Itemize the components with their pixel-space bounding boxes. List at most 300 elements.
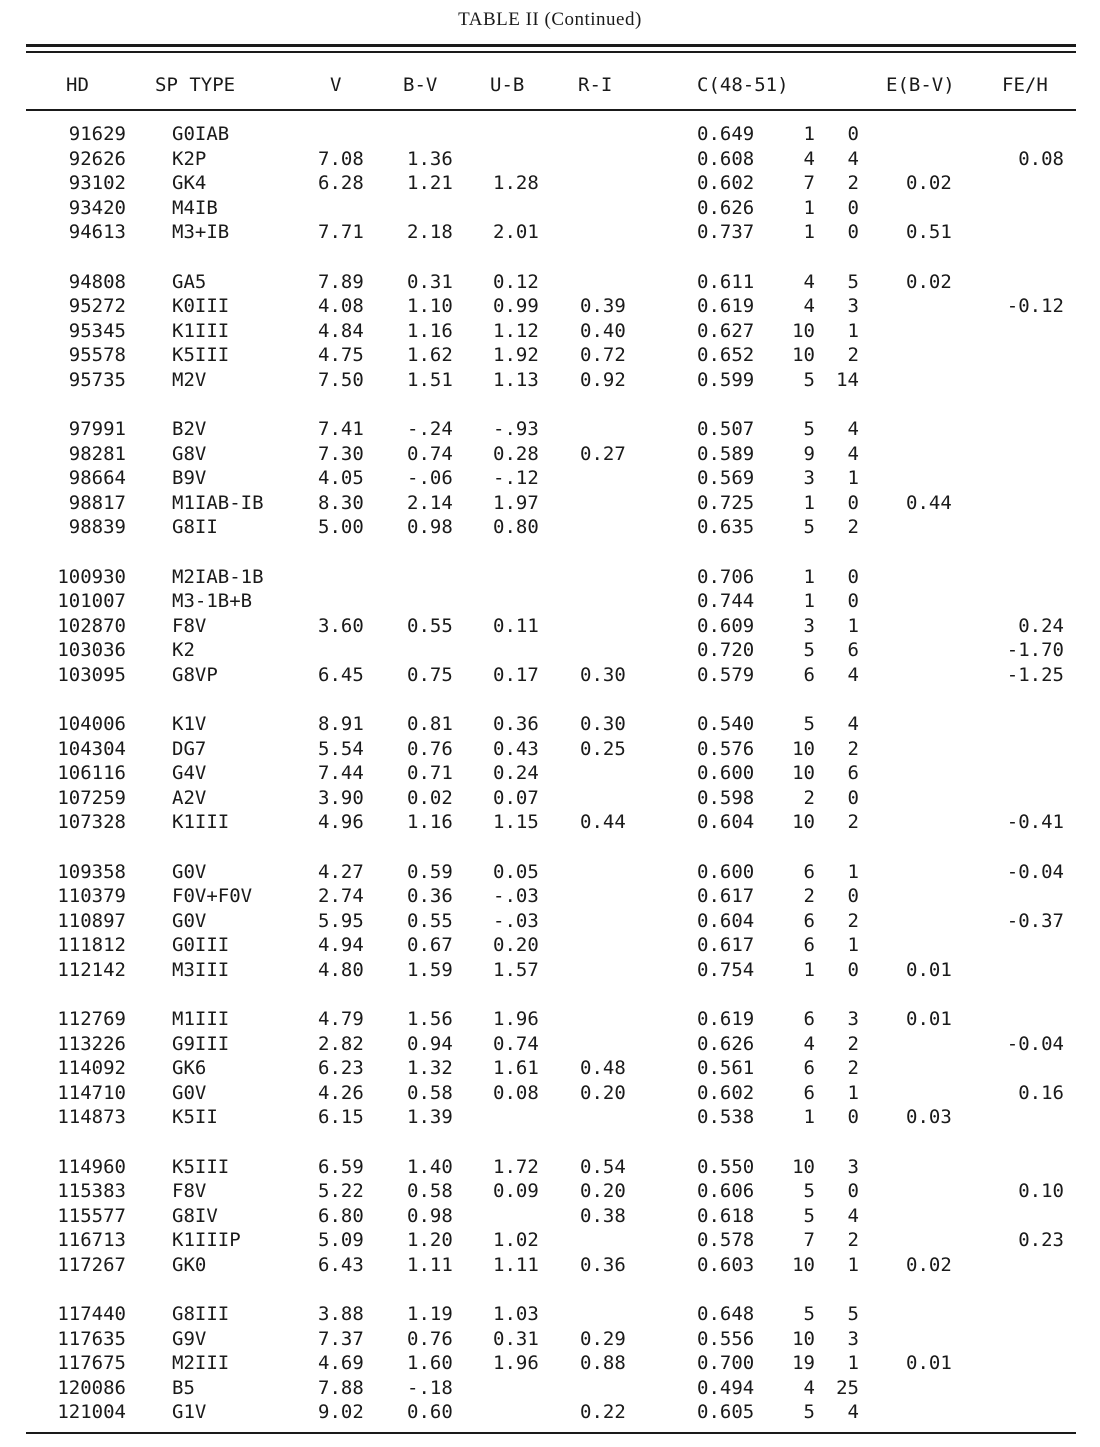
table-row: [0, 417, 1100, 441]
header-c-48-51: C(48-51): [697, 74, 789, 96]
cell-sp-type: M1IAB-IB: [172, 491, 264, 514]
cell-hd: 94613: [68, 221, 126, 244]
cell-sp-type: B9V: [172, 467, 207, 490]
cell-c-48-51: 0.619: [697, 1008, 755, 1030]
table-row: [0, 270, 1100, 294]
header-fe-h: FE/H: [1002, 74, 1048, 96]
cell-v: 2.82: [318, 1032, 364, 1055]
table-row: [0, 810, 1100, 834]
cell-b-v: 1.16: [407, 319, 453, 342]
cell-hd: 103036: [57, 639, 126, 662]
cell-c-count-1: 5: [803, 418, 815, 440]
cell-r-i: 0.30: [580, 663, 626, 686]
table-row: [0, 884, 1100, 908]
cell-c-count-1: 5: [803, 368, 815, 391]
cell-c-count-2: 2: [847, 811, 859, 834]
cell-c-count-2: 2: [847, 909, 859, 932]
cell-c-count-1: 6: [803, 1081, 815, 1104]
cell-fe-h: -0.04: [1006, 1032, 1064, 1055]
cell-e-b-v: 0.44: [906, 491, 952, 514]
cell-sp-type: G8IV: [172, 1204, 218, 1227]
cell-hd: 115577: [57, 1204, 126, 1227]
cell-b-v: 0.74: [407, 442, 453, 465]
cell-u-b: 0.36: [493, 713, 539, 735]
cell-u-b: 1.97: [493, 491, 539, 514]
cell-c-count-1: 1: [803, 1106, 815, 1129]
cell-hd: 107259: [57, 786, 126, 809]
cell-r-i: 0.30: [580, 713, 626, 735]
table-row: [0, 442, 1100, 466]
cell-r-i: 0.27: [580, 442, 626, 465]
cell-b-v: 0.58: [407, 1081, 453, 1104]
table-row: [0, 786, 1100, 810]
cell-hd: 112142: [57, 958, 126, 981]
cell-b-v: 1.60: [407, 1352, 453, 1375]
cell-u-b: 0.07: [493, 786, 539, 809]
table-row: [0, 319, 1100, 343]
cell-c-count-2: 4: [847, 1204, 859, 1227]
cell-v: 4.96: [318, 811, 364, 834]
cell-c-count-1: 5: [803, 639, 815, 662]
cell-c-48-51: 0.589: [697, 442, 755, 465]
table-row: [0, 220, 1100, 244]
cell-c-count-1: 1: [803, 491, 815, 514]
cell-sp-type: K5II: [172, 1106, 218, 1129]
cell-c-48-51: 0.599: [697, 368, 755, 391]
cell-c-48-51: 0.626: [697, 1032, 755, 1055]
table-row: [0, 147, 1100, 171]
cell-sp-type: GK0: [172, 1253, 207, 1276]
cell-sp-type: G9III: [172, 1032, 230, 1055]
cell-r-i: 0.88: [580, 1352, 626, 1375]
cell-b-v: 0.36: [407, 885, 453, 908]
cell-b-v: 1.59: [407, 958, 453, 981]
table-row: [0, 614, 1100, 638]
table-row: [0, 1007, 1100, 1031]
cell-sp-type: K0III: [172, 295, 230, 318]
cell-hd: 98664: [68, 467, 126, 490]
cell-fe-h: -0.41: [1006, 811, 1064, 834]
cell-c-count-1: 10: [792, 1327, 815, 1350]
cell-b-v: -.24: [407, 418, 453, 440]
cell-v: 7.88: [318, 1376, 364, 1399]
cell-v: 6.43: [318, 1253, 364, 1276]
table-row: [0, 712, 1100, 736]
cell-c-count-2: 0: [847, 491, 859, 514]
cell-sp-type: B2V: [172, 418, 207, 440]
cell-sp-type: GA5: [172, 270, 207, 293]
cell-c-count-2: 1: [847, 1081, 859, 1104]
cell-u-b: 1.13: [493, 368, 539, 391]
cell-r-i: 0.20: [580, 1081, 626, 1104]
cell-b-v: 1.20: [407, 1229, 453, 1252]
cell-c-count-2: 0: [847, 885, 859, 908]
cell-c-48-51: 0.725: [697, 491, 755, 514]
cell-hd: 98281: [68, 442, 126, 465]
cell-e-b-v: 0.02: [906, 172, 952, 195]
cell-c-count-2: 0: [847, 590, 859, 613]
cell-c-48-51: 0.754: [697, 958, 755, 981]
cell-b-v: 0.94: [407, 1032, 453, 1055]
cell-c-count-2: 3: [847, 295, 859, 318]
cell-c-count-1: 3: [803, 614, 815, 637]
table-row: [0, 122, 1100, 146]
cell-sp-type: GK6: [172, 1057, 207, 1080]
cell-v: 7.71: [318, 221, 364, 244]
table-row: [0, 1032, 1100, 1056]
cell-b-v: 1.39: [407, 1106, 453, 1129]
cell-c-48-51: 0.604: [697, 811, 755, 834]
cell-c-count-2: 2: [847, 1032, 859, 1055]
table-row: [0, 1179, 1100, 1203]
cell-v: 4.75: [318, 344, 364, 367]
table-row: [0, 196, 1100, 220]
cell-u-b: 0.31: [493, 1327, 539, 1350]
cell-c-count-2: 2: [847, 1229, 859, 1252]
cell-u-b: 0.74: [493, 1032, 539, 1055]
cell-hd: 110897: [57, 909, 126, 932]
cell-e-b-v: 0.01: [906, 1008, 952, 1030]
table-row: [0, 1376, 1100, 1400]
cell-c-48-51: 0.578: [697, 1229, 755, 1252]
table-row: [0, 1327, 1100, 1351]
cell-c-count-2: 0: [847, 958, 859, 981]
cell-c-count-1: 5: [803, 713, 815, 735]
cell-v: 6.23: [318, 1057, 364, 1080]
cell-c-48-51: 0.618: [697, 1204, 755, 1227]
cell-c-count-1: 5: [803, 1204, 815, 1227]
table-row: [0, 1056, 1100, 1080]
cell-u-b: 1.03: [493, 1303, 539, 1325]
cell-b-v: 0.76: [407, 1327, 453, 1350]
header-sp-type: SP TYPE: [155, 74, 236, 96]
cell-c-48-51: 0.626: [697, 196, 755, 219]
cell-sp-type: M3-1B+B: [172, 590, 253, 613]
cell-b-v: -.06: [407, 467, 453, 490]
cell-c-count-2: 2: [847, 172, 859, 195]
cell-b-v: 0.58: [407, 1180, 453, 1203]
cell-c-count-1: 7: [803, 1229, 815, 1252]
cell-r-i: 0.22: [580, 1401, 626, 1424]
cell-sp-type: M2IAB-1B: [172, 565, 264, 588]
cell-v: 3.60: [318, 614, 364, 637]
cell-r-i: 0.38: [580, 1204, 626, 1227]
cell-c-48-51: 0.611: [697, 270, 755, 293]
table-row: [0, 1155, 1100, 1179]
cell-c-count-2: 2: [847, 344, 859, 367]
cell-v: 4.84: [318, 319, 364, 342]
cell-sp-type: M1III: [172, 1008, 230, 1030]
cell-b-v: 0.60: [407, 1401, 453, 1424]
table-row: [0, 1081, 1100, 1105]
cell-u-b: 1.57: [493, 958, 539, 981]
cell-c-count-1: 4: [803, 1032, 815, 1055]
cell-b-v: 1.40: [407, 1155, 453, 1178]
cell-u-b: 1.28: [493, 172, 539, 195]
cell-hd: 112769: [57, 1008, 126, 1030]
cell-v: 8.91: [318, 713, 364, 735]
cell-u-b: 0.80: [493, 516, 539, 539]
cell-c-48-51: 0.550: [697, 1155, 755, 1178]
cell-fe-h: 0.16: [1018, 1081, 1064, 1104]
cell-r-i: 0.54: [580, 1155, 626, 1178]
cell-hd: 117675: [57, 1352, 126, 1375]
cell-hd: 117440: [57, 1303, 126, 1325]
cell-c-count-2: 4: [847, 418, 859, 440]
cell-b-v: 0.02: [407, 786, 453, 809]
cell-u-b: -.12: [493, 467, 539, 490]
cell-fe-h: -1.25: [1006, 663, 1064, 686]
cell-c-48-51: 0.598: [697, 786, 755, 809]
cell-sp-type: G8III: [172, 1303, 230, 1325]
cell-hd: 92626: [68, 147, 126, 170]
cell-c-count-2: 6: [847, 639, 859, 662]
cell-c-count-1: 5: [803, 1180, 815, 1203]
cell-b-v: 1.56: [407, 1008, 453, 1030]
cell-c-count-2: 5: [847, 1303, 859, 1325]
cell-c-count-1: 4: [803, 295, 815, 318]
cell-v: 4.08: [318, 295, 364, 318]
cell-c-count-2: 0: [847, 123, 859, 145]
cell-c-count-2: 0: [847, 1106, 859, 1129]
cell-c-count-1: 5: [803, 1303, 815, 1325]
cell-v: 7.08: [318, 147, 364, 170]
cell-hd: 102870: [57, 614, 126, 637]
header-e-b-v: E(B-V): [886, 74, 955, 96]
cell-hd: 104304: [57, 737, 126, 760]
cell-c-count-2: 0: [847, 196, 859, 219]
cell-c-count-2: 25: [836, 1376, 859, 1399]
cell-v: 8.30: [318, 491, 364, 514]
cell-u-b: 0.08: [493, 1081, 539, 1104]
cell-c-48-51: 0.579: [697, 663, 755, 686]
cell-v: 7.89: [318, 270, 364, 293]
cell-hd: 98839: [68, 516, 126, 539]
cell-b-v: 1.36: [407, 147, 453, 170]
cell-u-b: 0.99: [493, 295, 539, 318]
cell-sp-type: G8VP: [172, 663, 218, 686]
table-row: [0, 1400, 1100, 1424]
cell-fe-h: 0.08: [1018, 147, 1064, 170]
cell-v: 5.00: [318, 516, 364, 539]
cell-e-b-v: 0.02: [906, 270, 952, 293]
cell-hd: 114960: [57, 1155, 126, 1178]
cell-c-count-1: 10: [792, 811, 815, 834]
cell-v: 7.50: [318, 368, 364, 391]
cell-sp-type: G0V: [172, 909, 207, 932]
cell-c-48-51: 0.737: [697, 221, 755, 244]
cell-sp-type: G0III: [172, 934, 230, 957]
table-row: [0, 343, 1100, 367]
cell-sp-type: F0V+F0V: [172, 885, 253, 908]
cell-c-count-2: 1: [847, 1352, 859, 1375]
cell-c-count-2: 3: [847, 1327, 859, 1350]
cell-u-b: 0.17: [493, 663, 539, 686]
cell-hd: 116713: [57, 1229, 126, 1252]
cell-sp-type: K1V: [172, 713, 207, 735]
cell-c-48-51: 0.609: [697, 614, 755, 637]
table-row: [0, 737, 1100, 761]
cell-c-count-1: 1: [803, 123, 815, 145]
cell-r-i: 0.25: [580, 737, 626, 760]
header-hd: HD: [66, 74, 89, 96]
cell-c-count-2: 4: [847, 713, 859, 735]
cell-c-count-2: 0: [847, 786, 859, 809]
cell-r-i: 0.92: [580, 368, 626, 391]
cell-b-v: 0.71: [407, 762, 453, 785]
cell-c-count-2: 3: [847, 1008, 859, 1030]
cell-c-48-51: 0.538: [697, 1106, 755, 1129]
cell-sp-type: A2V: [172, 786, 207, 809]
cell-c-count-2: 6: [847, 762, 859, 785]
cell-r-i: 0.40: [580, 319, 626, 342]
cell-c-count-1: 1: [803, 590, 815, 613]
cell-c-48-51: 0.619: [697, 295, 755, 318]
cell-u-b: 0.11: [493, 614, 539, 637]
cell-sp-type: G0V: [172, 1081, 207, 1104]
cell-hd: 103095: [57, 663, 126, 686]
cell-hd: 109358: [57, 860, 126, 883]
cell-hd: 93420: [68, 196, 126, 219]
cell-c-48-51: 0.569: [697, 467, 755, 490]
cell-hd: 110379: [57, 885, 126, 908]
table-title: TABLE II (Continued): [458, 9, 642, 30]
cell-c-count-2: 1: [847, 934, 859, 957]
cell-c-48-51: 0.744: [697, 590, 755, 613]
cell-c-48-51: 0.602: [697, 172, 755, 195]
cell-e-b-v: 0.02: [906, 1253, 952, 1276]
cell-c-count-1: 7: [803, 172, 815, 195]
cell-u-b: 0.24: [493, 762, 539, 785]
cell-c-count-2: 2: [847, 737, 859, 760]
cell-hd: 115383: [57, 1180, 126, 1203]
cell-sp-type: K2P: [172, 147, 207, 170]
cell-v: 7.37: [318, 1327, 364, 1350]
cell-sp-type: M4IB: [172, 196, 218, 219]
cell-hd: 114873: [57, 1106, 126, 1129]
cell-c-48-51: 0.720: [697, 639, 755, 662]
cell-v: 7.44: [318, 762, 364, 785]
cell-b-v: 1.62: [407, 344, 453, 367]
cell-u-b: 1.96: [493, 1008, 539, 1030]
cell-u-b: 0.09: [493, 1180, 539, 1203]
cell-e-b-v: 0.03: [906, 1106, 952, 1129]
cell-r-i: 0.48: [580, 1057, 626, 1080]
cell-c-48-51: 0.700: [697, 1352, 755, 1375]
cell-u-b: 1.12: [493, 319, 539, 342]
cell-sp-type: G9V: [172, 1327, 207, 1350]
cell-hd: 91629: [68, 123, 126, 145]
cell-sp-type: G8V: [172, 442, 207, 465]
table-row: [0, 515, 1100, 539]
table-row: [0, 1105, 1100, 1129]
cell-hd: 106116: [57, 762, 126, 785]
cell-v: 3.90: [318, 786, 364, 809]
cell-b-v: -.18: [407, 1376, 453, 1399]
cell-v: 4.94: [318, 934, 364, 957]
cell-v: 7.41: [318, 418, 364, 440]
table-row: [0, 1351, 1100, 1375]
cell-c-48-51: 0.540: [697, 713, 755, 735]
cell-u-b: -.03: [493, 909, 539, 932]
cell-sp-type: G0V: [172, 860, 207, 883]
cell-c-48-51: 0.576: [697, 737, 755, 760]
cell-b-v: 1.10: [407, 295, 453, 318]
cell-v: 4.80: [318, 958, 364, 981]
cell-c-48-51: 0.652: [697, 344, 755, 367]
cell-u-b: -.03: [493, 885, 539, 908]
cell-c-count-1: 1: [803, 196, 815, 219]
cell-c-count-2: 2: [847, 1057, 859, 1080]
cell-c-count-1: 6: [803, 1057, 815, 1080]
cell-c-count-1: 6: [803, 1008, 815, 1030]
cell-sp-type: K2: [172, 639, 195, 662]
cell-b-v: 0.81: [407, 713, 453, 735]
cell-c-count-1: 10: [792, 319, 815, 342]
table-row: [0, 638, 1100, 662]
cell-c-count-1: 2: [803, 885, 815, 908]
cell-u-b: 1.72: [493, 1155, 539, 1178]
cell-sp-type: F8V: [172, 1180, 207, 1203]
cell-hd: 117267: [57, 1253, 126, 1276]
cell-v: 5.22: [318, 1180, 364, 1203]
cell-u-b: 1.92: [493, 344, 539, 367]
cell-c-count-2: 4: [847, 663, 859, 686]
cell-v: 5.95: [318, 909, 364, 932]
cell-c-count-2: 1: [847, 467, 859, 490]
cell-c-count-1: 2: [803, 786, 815, 809]
cell-u-b: 0.12: [493, 270, 539, 293]
cell-c-count-1: 6: [803, 860, 815, 883]
cell-sp-type: GK4: [172, 172, 207, 195]
cell-c-count-1: 19: [792, 1352, 815, 1375]
header-r-i: R-I: [578, 74, 613, 96]
cell-c-48-51: 0.635: [697, 516, 755, 539]
cell-c-48-51: 0.649: [697, 123, 755, 145]
table-row: [0, 171, 1100, 195]
cell-b-v: 2.14: [407, 491, 453, 514]
cell-fe-h: 0.10: [1018, 1180, 1064, 1203]
cell-hd: 100930: [57, 565, 126, 588]
cell-hd: 95735: [68, 368, 126, 391]
cell-sp-type: M2V: [172, 368, 207, 391]
cell-c-count-2: 4: [847, 147, 859, 170]
cell-sp-type: K1IIIP: [172, 1229, 241, 1252]
cell-c-count-2: 4: [847, 1401, 859, 1424]
cell-c-count-1: 10: [792, 1155, 815, 1178]
cell-c-count-1: 3: [803, 467, 815, 490]
cell-sp-type: M2III: [172, 1352, 230, 1375]
cell-c-count-1: 10: [792, 1253, 815, 1276]
table-row: [0, 589, 1100, 613]
cell-hd: 121004: [57, 1401, 126, 1424]
table-row: [0, 294, 1100, 318]
cell-hd: 114710: [57, 1081, 126, 1104]
cell-sp-type: G1V: [172, 1401, 207, 1424]
table-row: [0, 466, 1100, 490]
cell-r-i: 0.29: [580, 1327, 626, 1350]
cell-r-i: 0.44: [580, 811, 626, 834]
table-row: [0, 1253, 1100, 1277]
cell-hd: 98817: [68, 491, 126, 514]
cell-c-count-2: 5: [847, 270, 859, 293]
cell-u-b: 0.43: [493, 737, 539, 760]
cell-c-48-51: 0.627: [697, 319, 755, 342]
cell-c-count-2: 4: [847, 442, 859, 465]
cell-u-b: 0.20: [493, 934, 539, 957]
cell-e-b-v: 0.01: [906, 1352, 952, 1375]
cell-b-v: 1.11: [407, 1253, 453, 1276]
